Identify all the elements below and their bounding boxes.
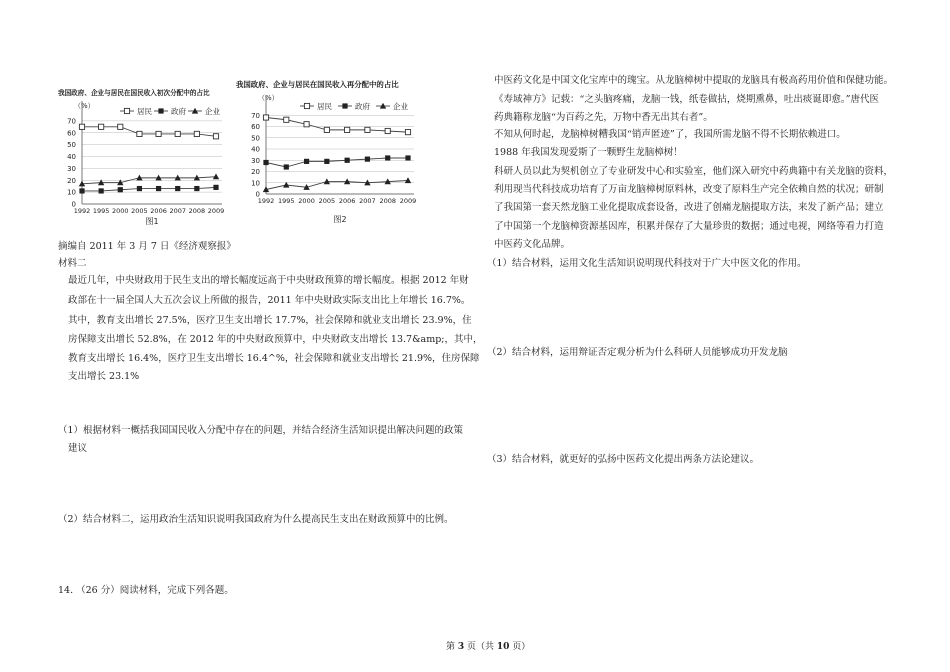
legend-label: 政府 [171,107,186,116]
footer-pre: 第 [446,642,458,652]
x-tick-label: 2007 [169,207,186,215]
y-tick-label: 30 [251,156,260,165]
data-point [156,131,161,136]
y-tick-label: 70 [67,117,76,126]
chart-1-svg [58,82,236,232]
data-point [284,164,289,169]
data-point [365,157,370,162]
data-point [405,130,410,135]
x-tick-label: 2006 [338,197,356,205]
material-line: 利用现当代科技成功培育了万亩龙脑樟树原料林，改变了原料生产完全依赖自然的状况；研制 [494,184,884,195]
footer-mid: 页（共 [464,642,497,652]
page-number: 3 [457,642,465,652]
data-point [99,188,104,193]
legend-label: 政府 [355,102,370,111]
material-line: 药典籍称龙脑“为百药之先，万物中香无出其右者”。 [494,112,713,123]
legend-label: 企业 [393,102,408,111]
material-line: 中医药文化品牌。 [494,239,571,250]
data-point [194,131,199,136]
x-tick-label: 2006 [150,207,167,215]
data-point [304,159,309,164]
legend-label: 居民 [317,102,332,111]
material-2-line: 政部在十一届全国人大五次会议上所做的报告，2011 年中央财政实际支出比上年增长 16.7%。 [68,295,471,306]
data-point [213,134,218,139]
figure-caption: 图1 [145,217,159,226]
x-tick-label: 2005 [131,207,148,215]
material-2-line: 最近几年，中央财政用于民生支出的增长幅度远高于中央财政预算的增长幅度。根据 2012 年财 [68,275,469,286]
data-point [137,186,142,191]
data-point [345,127,350,132]
question-1-right: （1）结合材料，运用文化生活知识说明现代科技对于广大中医文化的作用。 [487,258,807,269]
y-tick-label: 50 [67,141,76,150]
x-tick-label: 2000 [298,197,315,205]
x-tick-label: 2009 [207,207,225,215]
data-point [79,124,84,129]
data-point [405,155,410,160]
x-tick-label: 2008 [379,197,396,205]
y-axis-unit: （%） [258,94,279,102]
y-tick-label: 0 [71,200,76,209]
figure-caption: 图2 [333,215,347,224]
material-line: 不知从何时起，龙脑樟树糟我国“销声匿迹”了，我国所需龙脑不得不长期依赖进口。 [494,129,846,140]
y-tick-label: 20 [251,168,260,176]
question-2-right: （2）结合材料，运用辩证否定观分析为什么科研人员能够成功开发龙脑 [487,347,788,358]
material-2-line: 房保障支出增长 52.8%，在 2012 年的中央财政预算中，中央财政支出增长 13.7&amp;，其中， [68,334,483,345]
y-tick-label: 40 [67,153,76,161]
x-tick-label: 1992 [257,197,275,205]
y-tick-label: 60 [251,123,260,131]
y-tick-label: 30 [67,164,76,173]
material-line: 了我国第一套天然龙脑工业化提取成套设备，改进了创痛龙脑提取方法，来发了新产品；建立 [494,202,884,213]
data-point [79,188,84,193]
data-point [213,185,218,190]
question-3-right: （3）结合材料，就更好的弘扬中医药文化提出两条方法论建议。 [487,454,760,465]
legend-marker [342,103,347,108]
y-tick-label: 0 [255,190,260,199]
data-point [263,160,268,165]
y-tick-label: 10 [251,179,260,188]
x-tick-label: 1995 [92,207,110,215]
material-line: 科研人员以此为契机创立了专业研发中心和实验室，他们深入研究中药典籍中有关龙脑的资料， [494,166,894,177]
y-tick-label: 60 [67,129,76,138]
data-point [304,122,309,127]
material-2-line: 教育支出增长 16.4%，医疗卫生支出增长 16.4^%，社会保障和就业支出增长 21.9%，住房保障 [68,353,480,364]
y-tick-label: 70 [251,111,260,120]
x-tick-label: 2009 [399,197,417,205]
x-tick-label: 1995 [278,197,295,205]
chart-title: 我国政府、企业与居民在国民收入初次分配中的占比 [58,89,210,97]
x-tick-label: 2000 [112,207,129,215]
legend-marker [158,108,163,113]
x-tick-label: 2007 [359,197,376,205]
footer-post: 页） [509,642,531,652]
data-point [175,186,180,191]
data-point [345,158,350,163]
data-point [118,187,123,192]
data-point [385,128,390,133]
x-tick-label: 2008 [188,207,206,215]
y-tick-label: 10 [67,188,76,197]
legend-label: 企业 [205,107,220,116]
material-2-line: 支出增长 23.1% [68,371,140,382]
question-14: 14. （26 分）阅读材料，完成下列各题。 [58,585,234,596]
material-line: 中医药文化是中国文化宝库中的瑰宝。从龙脑樟树中提取的龙脑具有极高药用价值和保健功能。 [494,75,894,86]
page-footer [446,641,530,654]
y-tick-label: 20 [67,176,76,185]
chart-2 [236,72,434,232]
material-line: 1988 年我国发现爱斯了一颗野生龙脑樟树！ [494,147,683,158]
question-1-left-cont: 建议 [68,443,88,454]
data-point [324,127,329,132]
material-2-heading: 材料二 [58,258,87,269]
legend-label: 居民 [137,107,152,116]
x-tick-label: 1992 [73,207,91,215]
legend-marker [124,108,129,113]
material-line: 了中国第一个龙脑樟资源基因库，积累并保存了大量珍贵的数据；通过电视，网络等看力打造 [494,221,884,232]
chart-2-svg [236,72,434,232]
y-tick-label: 40 [251,145,260,154]
legend-marker [304,103,309,108]
y-tick-label: 50 [251,134,260,143]
data-point [156,186,161,191]
x-tick-label: 2005 [318,197,336,205]
chart-title: 我国政府、企业与居民在国民收入再分配中的占比 [236,80,399,89]
data-point [194,186,199,191]
question-2-left: （2）结合材料二，运用政治生活知识说明我国政府为什么提高民生支出在财政预算中的比例。 [58,514,454,525]
data-point [263,115,268,120]
data-point [365,127,370,132]
chart-1 [58,82,236,232]
question-1-left: （1）根据材料一概括我国国民收入分配中存在的问题，并结合经济生活知识提出解决问题的政策 [58,425,464,436]
data-point [175,131,180,136]
y-axis-unit: （%） [74,102,95,110]
data-point [99,124,104,129]
data-point [385,155,390,160]
material-2-line: 其中，教育支出增长 27.5%，医疗卫生支出增长 17.7%，社会保障和就业支出增长 23.9%，住 [68,315,472,326]
source-note: 摘编自 2011 年 3 月 7 日《经济观察报》 [58,241,236,252]
material-line: 《寿域神方》记载：“之头脑疼痛，龙脑一钱，纸卷做拈，烧期熏鼻，吐出痰诞即愈。”唐代医 [494,94,879,105]
data-point [284,117,289,122]
data-point [324,159,329,164]
data-point [118,124,123,129]
data-point [137,131,142,136]
total-pages: 10 [496,642,510,652]
